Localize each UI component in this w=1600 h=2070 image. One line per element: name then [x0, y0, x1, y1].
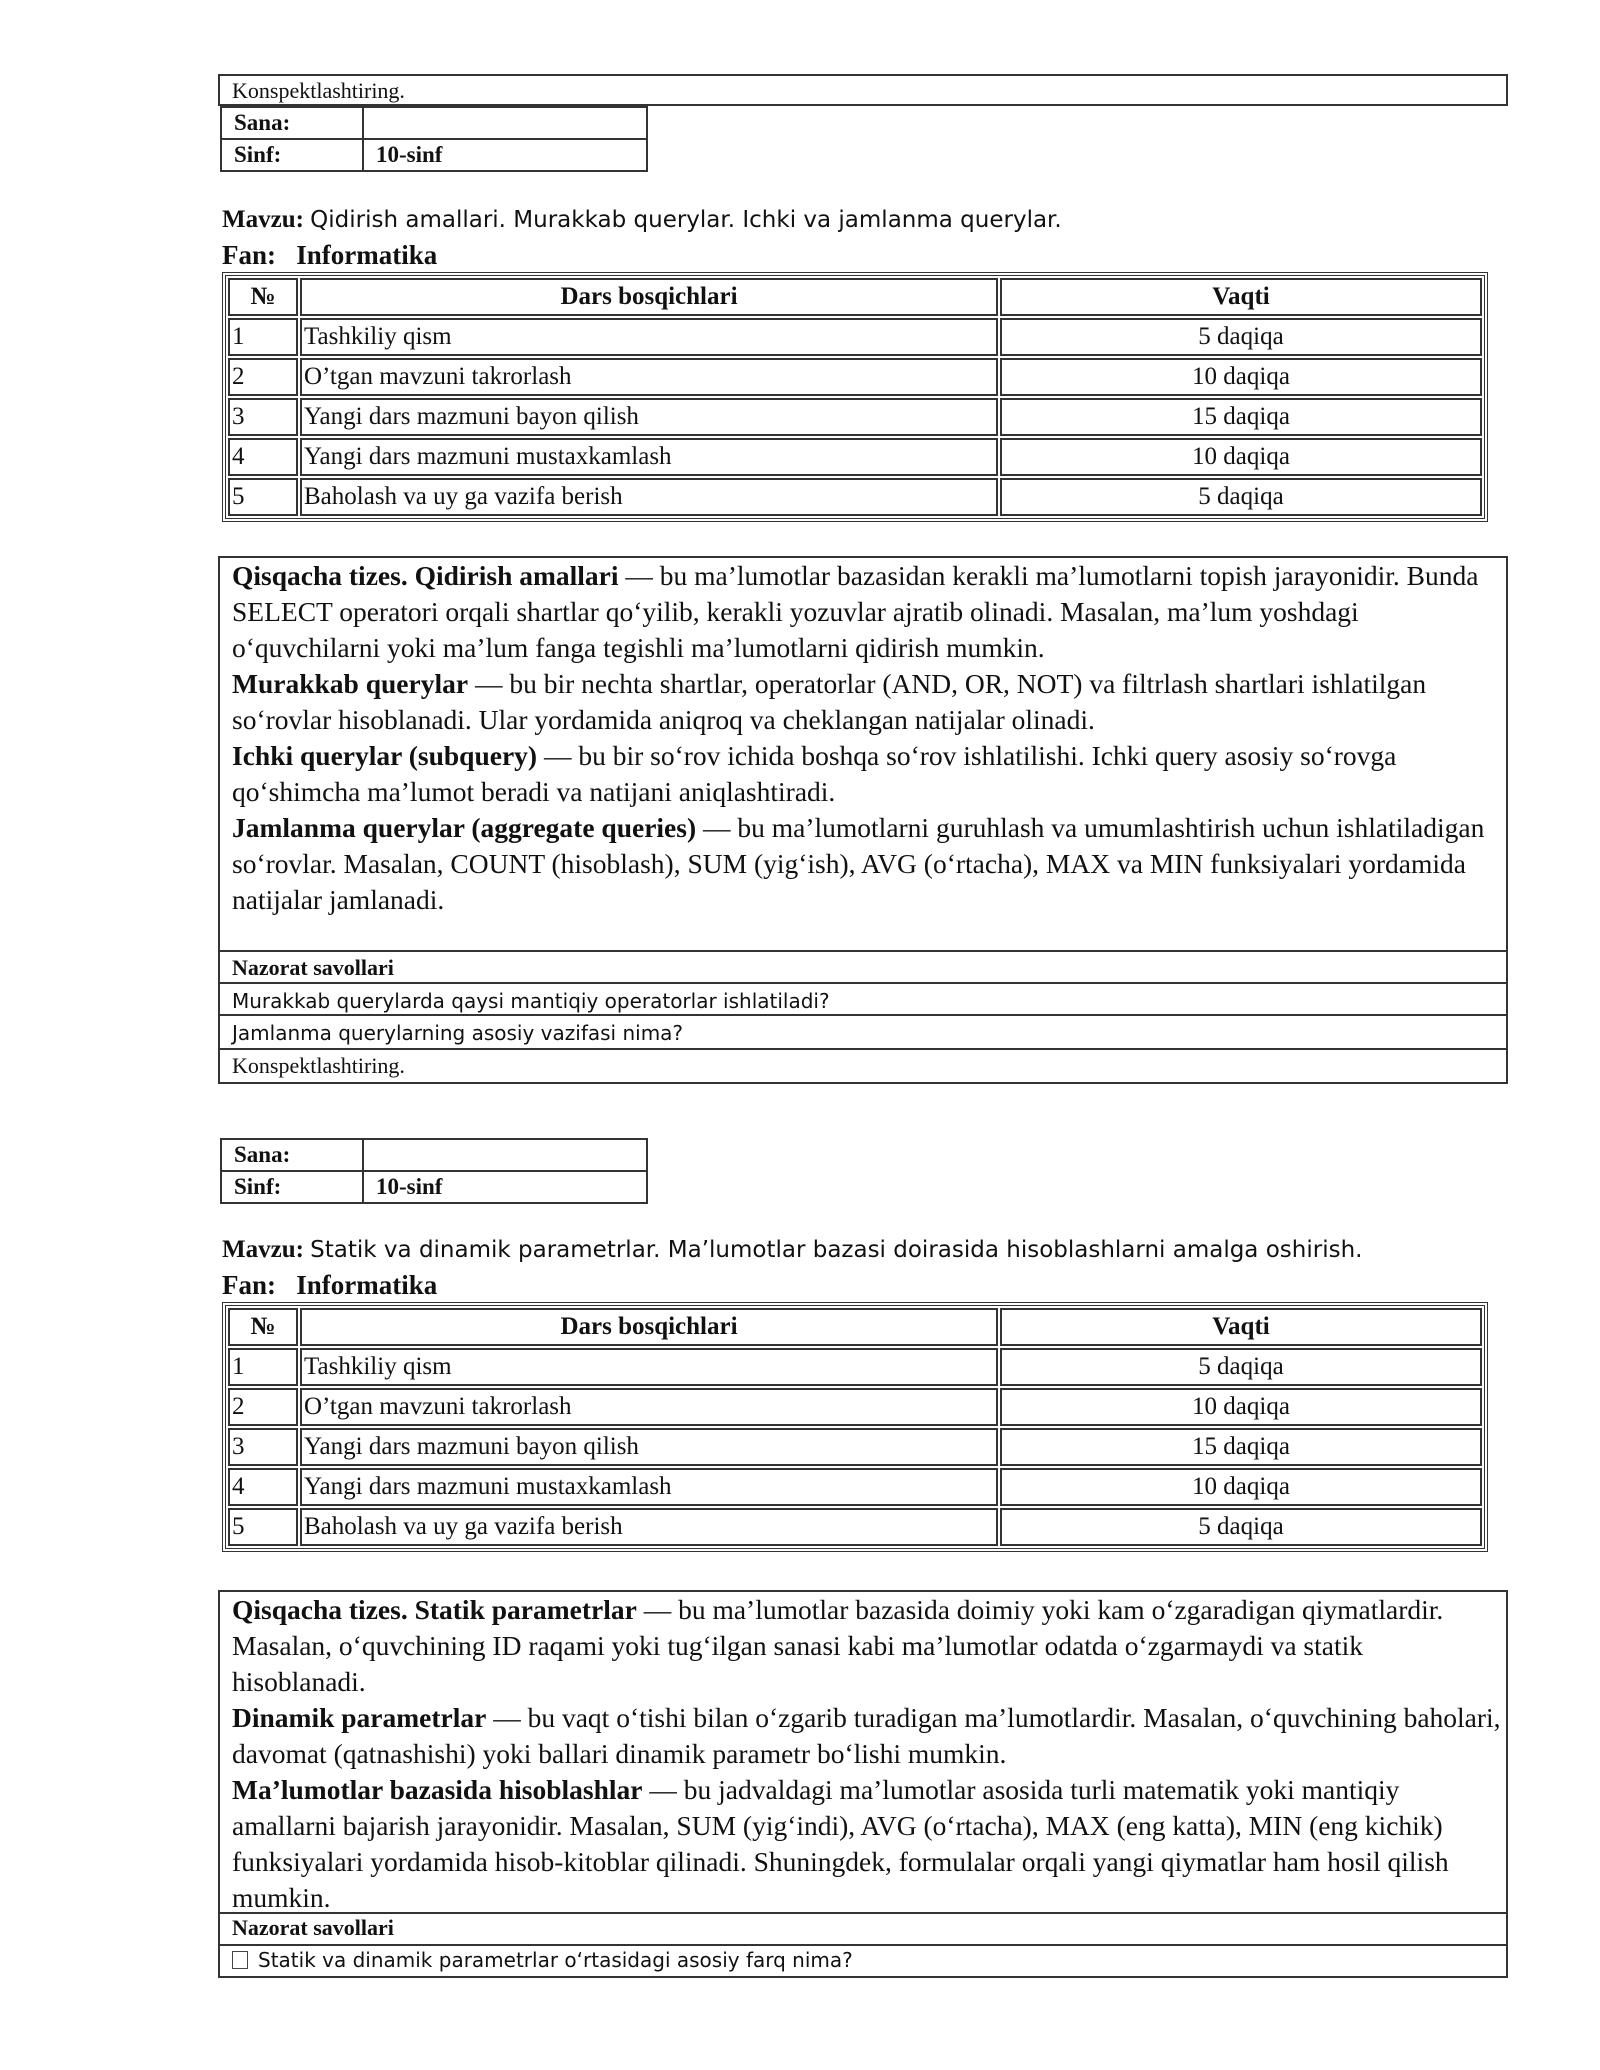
summary-term: Ichki querylar (subquery) [232, 740, 538, 771]
lesson2-stages-header [228, 1308, 1482, 1346]
lesson1-fan-label: Fan: [222, 240, 276, 270]
stage-num: 2 [228, 1388, 298, 1426]
summary-term: Murakkab querylar [232, 668, 469, 699]
lesson2-question-row [232, 1945, 853, 1975]
stage-num: 1 [228, 1348, 298, 1386]
lesson1-sana-label: Sana: [221, 107, 363, 139]
summary-text: — bu vaqt o‘tishi bilan o‘zgarib turadigan ma’lumotlardir. Masalan, o‘quvchining baholari, davomat (qatnashishi) yoki ballari dinamik parametr bo‘lishi mumkin. [232, 1702, 1501, 1769]
stage-name: Yangi dars mazmuni bayon qilish [300, 1428, 998, 1466]
stage-name: Yangi dars mazmuni mustaxkamlash [300, 1468, 998, 1506]
lesson1-sana-value [363, 107, 647, 139]
table-row [228, 318, 1482, 356]
lesson2-mavzu [222, 1236, 1362, 1264]
table-row [228, 1388, 1482, 1426]
lesson2-fan [222, 1270, 437, 1301]
lesson1-question-1: Murakkab querylarda qaysi mantiqiy operatorlar ishlatiladi? [232, 989, 830, 1013]
summary-paragraph [232, 666, 1502, 738]
lesson1-question-2: Jamlanma querylarning asosiy vazifasi nima? [232, 1021, 684, 1045]
lesson2-mavzu-label: Mavzu: [222, 1236, 304, 1263]
summary-paragraph [232, 1592, 1502, 1700]
header-time: Vaqti [1000, 278, 1482, 316]
stage-time: 5 daqiqa [1000, 1508, 1482, 1546]
lesson1-mavzu-text: Qidirish amallari. Murakkab querylar. Ichki va jamlanma querylar. [310, 207, 1062, 233]
lesson1-stages-header [228, 278, 1482, 316]
stage-num: 2 [228, 358, 298, 396]
stage-name: Yangi dars mazmuni mustaxkamlash [300, 438, 998, 476]
summary-term: Qisqacha tizes. Statik parametrlar [232, 1594, 637, 1625]
lesson1-fan [222, 240, 437, 271]
lesson1-nazorat-label: Nazorat savollari [232, 955, 394, 980]
table-row [228, 438, 1482, 476]
header-stages: Dars bosqichlari [300, 278, 998, 316]
summary-text: — bu bir nechta shartlar, operatorlar (AND, OR, NOT) va filtrlash shartlari ishlatilgan so‘rovlar hisoblanadi. Ular yordamida aniqroq va cheklangan natijalar olinadi. [232, 668, 1427, 735]
summary-term: Qisqacha tizes. Qidirish amallari [232, 560, 619, 591]
stage-num: 1 [228, 318, 298, 356]
stage-name: Baholash va uy ga vazifa berish [300, 478, 998, 516]
header-stages: Dars bosqichlari [300, 1308, 998, 1346]
lesson2-stages-table [222, 1302, 1488, 1552]
stage-time: 15 daqiqa [1000, 1428, 1482, 1466]
lesson2-summary [232, 1592, 1502, 1916]
lesson1-sinf-value: 10-sinf [363, 139, 647, 171]
summary-text: — bu ma’lumotlar bazasidan kerakli ma’lumotlarni topish jarayonidir. Bunda SELECT operatori orqali shartlar qo‘yilib, kerakli yozuvlar ajratib olinadi. Masalan, ma’lum yoshdagi o‘quvchilarni yoki ma’lum fanga tegishli ma’lumotlarni qidirish mumkin. [232, 560, 1479, 663]
stage-name: Tashkiliy qism [300, 1348, 998, 1386]
header-num: № [228, 278, 298, 316]
header-time: Vaqti [1000, 1308, 1482, 1346]
summary-text: — bu jadvaldagi ma’lumotlar asosida turli matematik yoki mantiqiy amallarni bajarish jarayonidir. Masalan, SUM (yig‘indi), AVG (o‘rtacha), MAX (eng katta), MIN (eng kichik) funksiyalari yordamida hisob-kitoblar qilinadi. Shuningdek, formulalar orqali yangi qiymatlar ham hosil qilish mumkin. [232, 1774, 1449, 1913]
table-row [228, 1348, 1482, 1386]
stage-name: Baholash va uy ga vazifa berish [300, 1508, 998, 1546]
table-row [228, 1468, 1482, 1506]
lesson2-question-1: Statik va dinamik parametrlar o‘rtasidagi asosiy farq nima? [258, 1948, 853, 1972]
table-row [228, 358, 1482, 396]
lesson2-sana-value [363, 1139, 647, 1171]
summary-paragraph [232, 810, 1502, 918]
summary-term: Jamlanma querylar (aggregate queries) [232, 812, 697, 843]
lesson1-info-table [220, 106, 648, 172]
lesson1-summary [232, 558, 1502, 918]
lesson1-mavzu [222, 206, 1062, 234]
table-row [228, 478, 1482, 516]
stage-name: O’tgan mavzuni takrorlash [300, 358, 998, 396]
stage-num: 3 [228, 1428, 298, 1466]
table-row [228, 398, 1482, 436]
summary-text: — bu ma’lumotlar bazasida doimiy yoki kam o‘zgaradigan qiymatlardir. Masalan, o‘quvchining ID raqami yoki tug‘ilgan sanasi kabi ma’lumotlar odatda o‘zgarmaydi va statik hisoblanadi. [232, 1594, 1444, 1697]
table-row [228, 1428, 1482, 1466]
stage-num: 3 [228, 398, 298, 436]
stage-time: 5 daqiqa [1000, 318, 1482, 356]
header-num: № [228, 1308, 298, 1346]
lesson2-fan-value: Informatika [296, 1270, 438, 1300]
stage-time: 15 daqiqa [1000, 398, 1482, 436]
missing-glyph-icon [232, 1951, 248, 1969]
stage-num: 5 [228, 478, 298, 516]
stage-name: O’tgan mavzuni takrorlash [300, 1388, 998, 1426]
summary-term: Dinamik parametrlar [232, 1702, 487, 1733]
stage-time: 5 daqiqa [1000, 1348, 1482, 1386]
summary-term: Ma’lumotlar bazasida hisoblashlar [232, 1774, 643, 1805]
lesson1-stages-table [222, 272, 1488, 522]
top-note-box [218, 74, 1508, 106]
stage-num: 4 [228, 438, 298, 476]
stage-name: Tashkiliy qism [300, 318, 998, 356]
table-row [228, 1508, 1482, 1546]
lesson2-sana-label: Sana: [221, 1139, 363, 1171]
stage-time: 10 daqiqa [1000, 1468, 1482, 1506]
lesson1-sinf-label: Sinf: [221, 139, 363, 171]
lesson2-info-table [220, 1138, 648, 1204]
lesson2-sinf-label: Sinf: [221, 1171, 363, 1203]
stage-name: Yangi dars mazmuni bayon qilish [300, 398, 998, 436]
lesson2-nazorat-label: Nazorat savollari [232, 1915, 394, 1940]
summary-paragraph [232, 1700, 1502, 1772]
stage-time: 10 daqiqa [1000, 438, 1482, 476]
lesson2-sinf-value: 10-sinf [363, 1171, 647, 1203]
stage-num: 4 [228, 1468, 298, 1506]
top-note: Konspektlashtiring. [232, 78, 405, 103]
stage-num: 5 [228, 1508, 298, 1546]
lesson2-fan-label: Fan: [222, 1270, 276, 1300]
lesson1-closing: Konspektlashtiring. [232, 1053, 405, 1078]
stage-time: 10 daqiqa [1000, 1388, 1482, 1426]
stage-time: 5 daqiqa [1000, 478, 1482, 516]
summary-text: — bu ma’lumotlarni guruhlash va umumlashtirish uchun ishlatiladigan so‘rovlar. Masalan, COUNT (hisoblash), SUM (yig‘ish), AVG (o‘rtacha), MAX va MIN funksiyalari yordamida natijalar jamlanadi. [232, 812, 1485, 915]
summary-paragraph [232, 738, 1502, 810]
summary-paragraph [232, 1772, 1502, 1916]
lesson1-mavzu-label: Mavzu: [222, 206, 304, 233]
summary-text: — bu bir so‘rov ichida boshqa so‘rov ishlatilishi. Ichki query asosiy so‘rovga qo‘shimcha ma’lumot beradi va natijani aniqlashtiradi. [232, 740, 1397, 807]
lesson2-mavzu-text: Statik va dinamik parametrlar. Ma’lumotlar bazasi doirasida hisoblashlarni amalga oshirish. [310, 1237, 1363, 1263]
stage-time: 10 daqiqa [1000, 358, 1482, 396]
lesson1-fan-value: Informatika [296, 240, 438, 270]
summary-paragraph [232, 558, 1502, 666]
